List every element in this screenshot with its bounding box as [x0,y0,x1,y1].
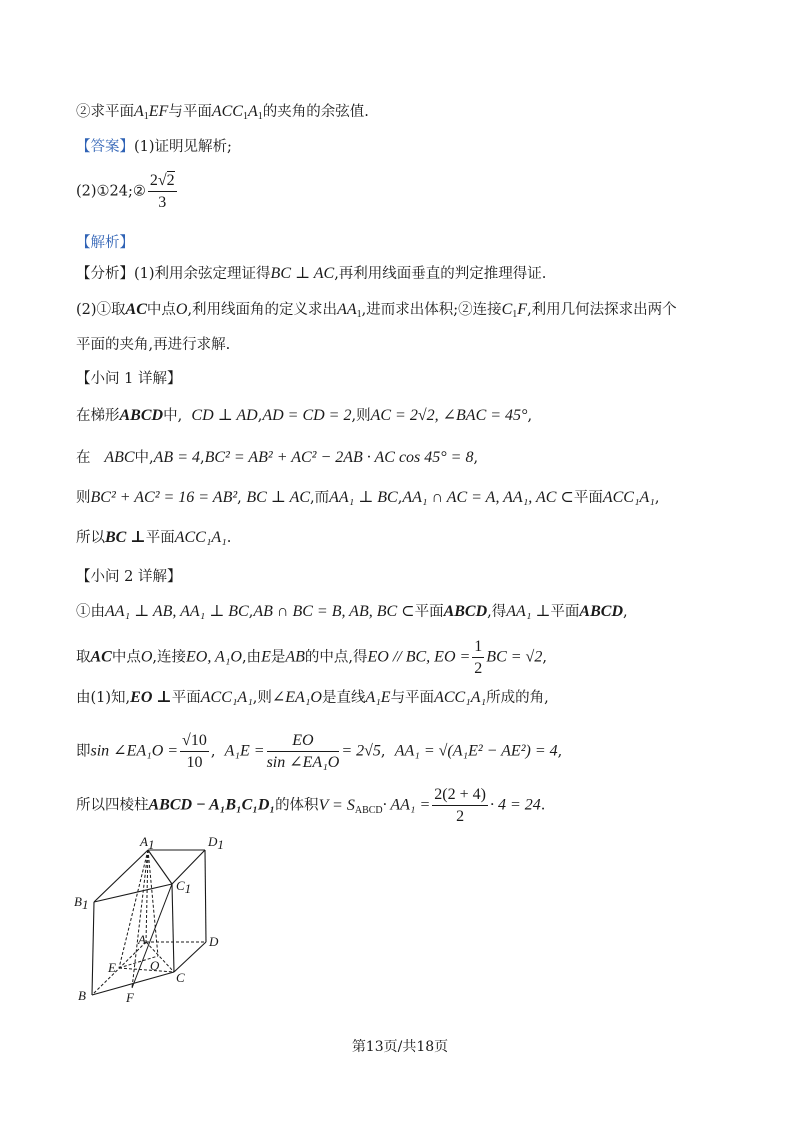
text: 平面 [414,604,444,620]
label-d: D [209,934,219,949]
q1-line-1 [76,408,532,424]
fenxi-line [76,266,546,282]
text: 中点 [111,649,141,666]
subquestion-1-tag: 【小问 1 详解】 [76,371,182,387]
math: EO, A₁O [186,648,242,666]
analysis-label: 【解析】 [76,235,134,251]
math: ACC₁A₁ [434,689,487,706]
text: 的夹角的余弦值. [262,104,369,120]
text: 中, [134,450,154,466]
edge-b1-c1 [94,884,172,902]
q2-tag [76,570,181,585]
math-plane-2: $ACC_1A_1$ [211,103,263,122]
math: ABCD [443,603,488,620]
math: E [261,648,271,666]
math: = 2√5 [341,742,381,760]
text: ,由 [241,649,262,666]
text: , [237,490,242,506]
text: 取 [76,649,91,666]
subquestion-2-tag: 【小问 2 详解】 [76,569,182,585]
label-e: E [108,960,116,975]
label-o: O [150,958,160,973]
math: BC² = AB² + AC² − 2AB · AC cos 45° = 8 [204,449,474,466]
math: AC = 2√2, ∠BAC = 45° [370,407,528,424]
fraction-half: $\frac{1}{2}$ [474,638,483,677]
math: AA₁ ⊥ BC [329,489,398,506]
math: AA₁ = √(A₁E² − AE²) = 4 [394,742,558,760]
text: 在梯形 [76,408,120,424]
text: , [397,490,403,506]
math: EO ⊥ [130,689,172,706]
page-footer: 第13页/共18页 [351,1039,449,1055]
text: ,得 [487,604,507,620]
text: (2)①取 [76,302,126,318]
text: 平面 [573,490,603,506]
edge-a1-a [146,850,148,942]
text: . [226,530,232,546]
segment-e-c [119,968,174,972]
math: AB [285,648,305,666]
text: 所以四棱柱 [76,797,149,814]
text: ①由 [76,604,105,620]
math: ACC₁A₁ [602,489,655,506]
text: , [623,604,628,620]
edge-c1-c [172,884,174,972]
math: AC [90,648,112,666]
math: · AA₁ = [382,796,431,814]
math: AB = 4 [153,449,200,466]
text: , [557,743,563,760]
fenxi-line-2 [76,302,677,320]
text: , [380,743,386,760]
math: EO // BC, EO = [367,648,471,666]
text: 与平面 [168,104,212,120]
edge-c-d [174,942,206,972]
text: ,则 [351,408,371,424]
math: BC² + AC² = 16 = AB² [90,489,238,506]
math: AA₁ ⊥ AB, AA₁ ⊥ BC [105,603,249,620]
math: ACC₁A₁ [200,689,253,706]
answer-line-2 [76,172,179,211]
math: $V = S_{ABCD}$ [318,796,383,816]
math: AA₁ ⊥ [506,603,551,620]
text: ,连接 [152,649,187,666]
label-f: F [126,990,134,1005]
label-d1: D1 [208,834,224,852]
text: 平面 [171,690,201,706]
edge-a1-c1 [148,850,172,884]
label-c: C [176,970,185,985]
q1-line-3 [76,490,659,506]
math: O [175,301,188,318]
label-a1: A1 [140,834,155,852]
fraction-sqrt10: $\frac{√10}{10}$ [182,732,207,771]
math: BC = √2 [486,648,543,666]
answer-2-prefix: (2)①24;② [76,183,146,200]
edge-b1-b [92,902,94,995]
q2-line-2 [76,638,547,677]
fraction-eo: $\frac{EO}{\text{sin ∠EA₁O}}$ [266,732,340,771]
text: , [257,408,263,424]
answer-tag: 【答案】 [76,139,134,155]
label-c1: C1 [176,878,192,896]
text: ,利用几何法探求出两个 [527,302,677,318]
math: AA₁ ∩ AC = A, AA₁, AC ⊂ [402,489,574,506]
q1-tag [76,372,181,387]
fenxi-tag: 【分析】 [76,266,134,282]
text: 平面 [550,604,580,620]
text: 则 [76,490,91,506]
text: , [473,450,479,466]
text: , [542,649,547,666]
math: sin ∠EA₁O = [90,742,179,760]
text: , [654,490,660,506]
math: · 4 = 24 [489,796,541,814]
answer-text: (1)证明见解析; [134,139,232,155]
text: ,进而求出体积;②连接 [361,302,502,318]
edge-d1-d [205,850,206,942]
text: 所以 [76,530,105,546]
prism-diagram [70,832,240,1012]
math: AC [125,301,147,318]
text: 所成的角, [486,690,549,706]
text: ,再利用线面垂直的判定推理得证. [334,266,547,282]
text: , [248,604,254,620]
math-plane-1: $A_1EF$ [134,103,169,122]
prism-figure [70,832,240,1012]
math: AD = CD = 2 [262,407,352,424]
math: ∠EA₁O [271,689,322,706]
math: BC ⊥ [105,529,146,546]
math-expr: BC ⊥ AC [270,265,335,282]
answer-line [76,140,232,155]
math: ABCD [579,603,623,620]
text: . [540,797,546,814]
label-a: A [138,932,146,947]
text: ,则 [252,690,272,706]
text: 在 [76,450,91,466]
math: CD ⊥ AD [191,407,258,424]
math: A₁E [365,689,391,706]
q2-line-4 [76,732,562,771]
answer-fraction: $\frac{2√2}{3}$ [149,172,175,211]
text: (1)利用余弦定理证得 [134,266,271,282]
math: ABCD − A₁B₁C₁D₁ [148,796,276,814]
text: , [527,408,533,424]
math: ABCD [119,407,164,424]
q2-line-1 [76,604,628,620]
text: 的体积 [275,797,319,814]
math: ABC [104,449,135,466]
math: $AA_1$ [337,301,362,320]
q2-line-3 [76,690,549,706]
math: AB ∩ BC = B, AB, BC ⊂ [253,603,415,620]
text: ,利用线面角的定义求出 [187,302,338,318]
math: ACC₁A₁ [174,529,227,546]
text: 的中点,得 [304,649,368,666]
text: 平面的夹角,再进行求解. [76,337,231,353]
math: BC ⊥ AC [246,489,311,506]
q1-line-4 [76,530,231,546]
text: 由(1)知, [76,690,131,706]
text: , [210,743,216,760]
q2-line-5 [76,786,545,825]
segment-a1-e [119,850,148,968]
question-marker: ②求平面 [76,104,134,120]
label-b: B [78,988,86,1003]
text: 中点 [146,302,176,318]
analysis-tag [76,236,134,251]
segment-a1-o [148,850,158,956]
math: $C_1F$ [501,301,528,320]
math: A₁E = [224,742,265,760]
text: ,而 [310,490,330,506]
fenxi-line-3 [76,338,230,353]
edge-a1-b1 [94,850,148,902]
text: 与平面 [390,690,435,706]
q1-line-2 [76,450,478,466]
label-b1: B1 [74,894,89,912]
text: 是直线 [321,690,366,706]
question-part-2 [76,104,369,122]
text: 中, [163,408,183,424]
math: O [140,648,153,666]
text: 是 [270,649,286,666]
text: 即 [76,743,91,760]
text: , [200,450,205,466]
text: 平面 [145,530,175,546]
fraction-volume: $\frac{2(2 + 4)}{2}$ [434,786,486,825]
